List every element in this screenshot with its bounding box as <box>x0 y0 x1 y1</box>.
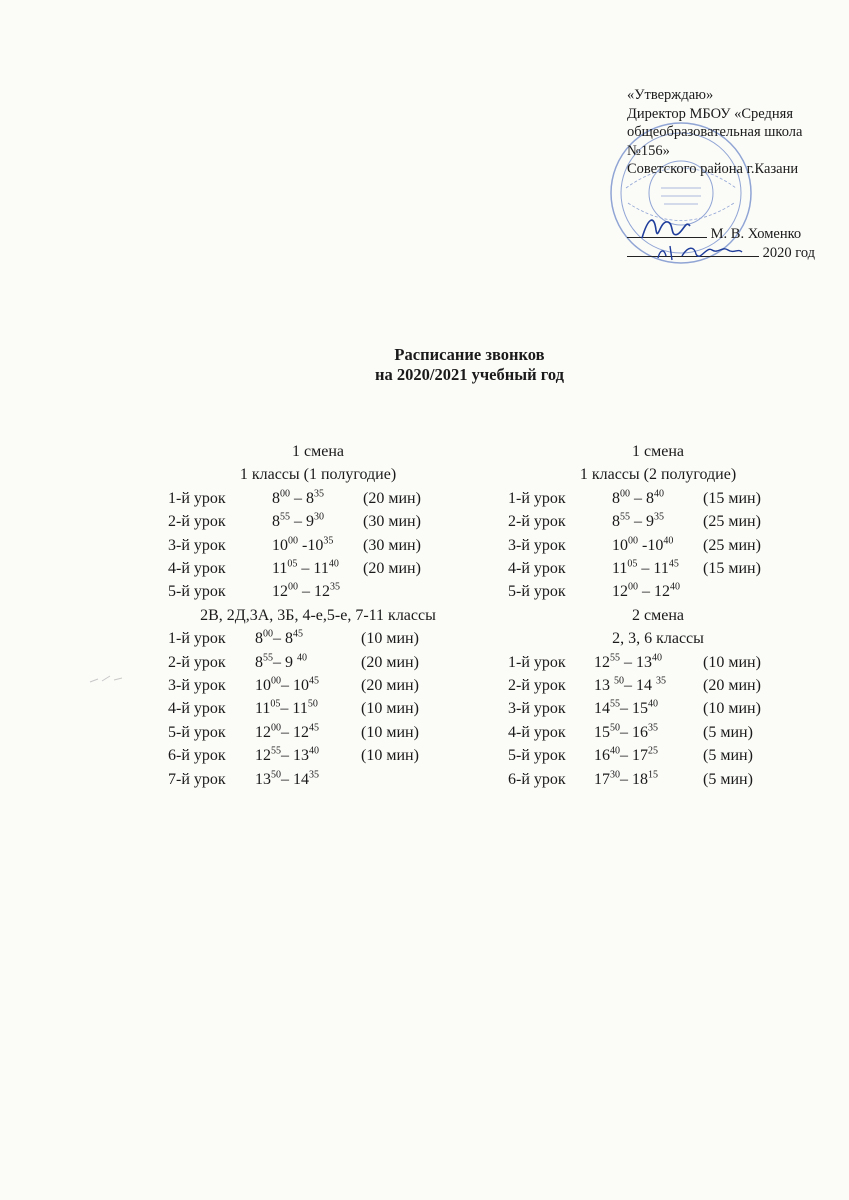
approval-line: общеобразовательная школа <box>627 124 803 140</box>
lesson-time <box>612 534 673 557</box>
end-hour: 11 <box>292 700 308 718</box>
end-minute: 35 <box>648 722 658 734</box>
start-hour: 8 <box>272 489 280 507</box>
start-minute: 50 <box>610 722 620 734</box>
lesson-label: 4-й урок <box>168 700 226 718</box>
end-minute: 35 <box>330 582 340 594</box>
time-separator: – <box>280 700 293 718</box>
lesson-time <box>272 487 324 510</box>
break-duration: (15 мин) <box>703 559 761 577</box>
time-separator: – <box>620 653 636 671</box>
start-minute: 50 <box>614 675 624 687</box>
lesson-label: 2-й урок <box>168 653 226 671</box>
end-hour: 14 <box>636 676 656 694</box>
lesson-time <box>272 557 339 580</box>
break-duration: (15 мин) <box>703 489 761 507</box>
start-hour: 11 <box>255 700 271 718</box>
lesson-row <box>168 768 468 791</box>
start-hour: 11 <box>612 559 628 577</box>
time-separator: – <box>273 653 285 671</box>
group-heading: 2, 3, 6 классы <box>612 630 704 648</box>
end-minute: 45 <box>309 722 319 734</box>
signer-name: М. В. Хоменко <box>710 226 802 242</box>
end-hour: 13 <box>636 653 652 671</box>
lesson-time <box>255 627 303 650</box>
end-hour: 10 <box>293 676 309 694</box>
approval-year: 2020 год <box>762 245 816 261</box>
end-hour: 13 <box>293 747 309 765</box>
end-hour: 9 <box>646 513 654 531</box>
lesson-label: 1-й урок <box>508 489 566 507</box>
end-hour: 9 <box>306 513 314 531</box>
break-duration: (10 мин) <box>703 700 761 718</box>
lesson-time <box>612 510 664 533</box>
lesson-label: 7-й урок <box>168 770 226 788</box>
start-minute: 05 <box>627 558 638 570</box>
start-hour: 12 <box>255 747 271 765</box>
lesson-label: 4-й урок <box>168 559 226 577</box>
lesson-row <box>168 697 468 720</box>
lesson-label: 5-й урок <box>168 723 226 741</box>
page-title <box>0 345 849 385</box>
lesson-time <box>594 674 666 697</box>
lesson-label: 5-й урок <box>508 747 566 765</box>
lesson-row <box>508 697 808 720</box>
end-minute: 40 <box>670 582 680 594</box>
lesson-time <box>255 697 318 720</box>
break-duration: (30 мин) <box>363 513 421 531</box>
end-minute: 45 <box>668 558 679 570</box>
start-hour: 13 <box>255 770 271 788</box>
end-minute: 50 <box>307 699 318 711</box>
time-separator: – <box>630 513 646 531</box>
approval-line: Советского района г.Казани <box>627 161 799 177</box>
start-hour: 13 <box>594 676 614 694</box>
lesson-time <box>612 580 680 603</box>
lesson-time <box>272 534 333 557</box>
approval-line: «Утверждаю» <box>627 87 714 103</box>
start-minute: 00 <box>271 722 281 734</box>
lesson-row <box>168 557 468 580</box>
lesson-row <box>168 721 468 744</box>
lesson-row <box>508 510 808 533</box>
time-separator: – <box>630 489 646 507</box>
break-duration: (20 мин) <box>363 489 421 507</box>
lesson-label: 5-й урок <box>508 583 566 601</box>
start-minute: 30 <box>610 769 620 781</box>
start-hour: 10 <box>612 536 628 554</box>
end-hour: 11 <box>653 559 669 577</box>
break-duration: (20 мин) <box>361 653 419 671</box>
schedule-column-right <box>508 440 808 791</box>
group-heading: 1 классы (2 полугодие) <box>579 466 737 484</box>
title-line-1: Расписание звонков <box>394 345 545 364</box>
shift-heading: 1 смена <box>292 443 344 460</box>
end-minute: 40 <box>652 652 662 664</box>
lesson-time <box>255 674 319 697</box>
start-minute: 55 <box>271 745 281 757</box>
approval-line: Директор МБОУ «Средняя <box>627 105 794 122</box>
start-hour: 8 <box>612 489 620 507</box>
break-duration: (25 мин) <box>703 513 761 531</box>
lesson-label: 6-й урок <box>508 770 566 788</box>
lesson-row <box>508 580 808 603</box>
schedule-column-left <box>168 440 468 791</box>
lesson-label: 3-й урок <box>508 536 566 554</box>
lesson-row <box>168 487 468 510</box>
time-separator: – <box>297 559 314 577</box>
lesson-row <box>508 487 808 510</box>
lesson-time <box>255 768 319 791</box>
lesson-time <box>272 580 340 603</box>
time-separator: – <box>637 559 654 577</box>
time-separator: – <box>620 723 632 741</box>
start-hour: 17 <box>594 770 610 788</box>
lesson-label: 5-й урок <box>168 583 226 601</box>
start-hour: 10 <box>255 676 271 694</box>
start-hour: 12 <box>612 583 628 601</box>
lesson-row <box>508 651 808 674</box>
lesson-row <box>168 674 468 697</box>
break-duration: (10 мин) <box>361 723 419 741</box>
end-hour: 14 <box>293 770 309 788</box>
start-minute: 05 <box>287 558 298 570</box>
break-duration: (10 мин) <box>361 630 419 648</box>
time-separator: – <box>620 700 632 718</box>
start-minute: 00 <box>288 582 298 594</box>
lesson-label: 2-й урок <box>168 513 226 531</box>
break-duration: (20 мин) <box>363 559 421 577</box>
end-minute: 40 <box>309 745 319 757</box>
end-minute: 40 <box>297 652 307 664</box>
end-hour: 10 <box>307 536 324 554</box>
time-separator: – <box>281 747 293 765</box>
end-minute: 40 <box>328 558 339 570</box>
lesson-time <box>612 487 664 510</box>
lesson-row <box>508 674 808 697</box>
lesson-list <box>508 651 808 791</box>
end-hour: 12 <box>293 723 309 741</box>
end-minute: 35 <box>654 511 664 523</box>
break-duration: (10 мин) <box>361 747 419 765</box>
break-duration: (10 мин) <box>703 653 761 671</box>
lesson-row <box>168 580 468 603</box>
lesson-row <box>168 534 468 557</box>
end-hour: 15 <box>632 700 648 718</box>
lesson-label: 1-й урок <box>508 653 566 671</box>
lesson-time <box>594 651 662 674</box>
lesson-row <box>168 627 468 650</box>
time-separator: - <box>298 536 308 554</box>
end-minute: 30 <box>314 511 324 523</box>
start-hour: 8 <box>255 630 263 648</box>
start-hour: 8 <box>612 513 620 531</box>
time-separator: – <box>290 489 306 507</box>
end-minute: 40 <box>654 488 664 500</box>
end-hour: 16 <box>632 723 648 741</box>
lesson-time <box>594 697 658 720</box>
break-duration: (20 мин) <box>361 676 419 694</box>
end-minute: 35 <box>314 488 324 500</box>
lesson-row <box>168 651 468 674</box>
end-minute: 45 <box>293 628 303 640</box>
lesson-label: 2-й урок <box>508 676 566 694</box>
end-minute: 15 <box>648 769 658 781</box>
handwritten-signature-icon <box>630 200 790 270</box>
end-hour: 8 <box>646 489 654 507</box>
start-minute: 55 <box>610 699 620 711</box>
lesson-time <box>612 557 679 580</box>
start-hour: 16 <box>594 747 610 765</box>
time-separator: – <box>290 513 306 531</box>
lesson-label: 1-й урок <box>168 489 226 507</box>
group-heading: 2В, 2Д,3А, 3Б, 4-е,5-е, 7-11 классы <box>200 606 436 624</box>
start-hour: 10 <box>272 536 288 554</box>
shift-heading: 1 смена <box>632 443 684 460</box>
start-minute: 55 <box>263 652 273 664</box>
end-minute: 35 <box>309 769 319 781</box>
lesson-label: 3-й урок <box>168 536 226 554</box>
end-minute: 35 <box>656 675 666 687</box>
shift-heading: 2 смена <box>632 606 684 624</box>
time-separator: – <box>281 723 293 741</box>
lesson-time <box>594 768 658 791</box>
end-hour: 12 <box>314 583 330 601</box>
start-minute: 00 <box>620 488 630 500</box>
start-minute: 55 <box>620 511 630 523</box>
start-minute: 00 <box>271 675 281 687</box>
break-duration: (25 мин) <box>703 536 761 554</box>
break-duration: (5 мин) <box>703 770 753 788</box>
end-hour: 8 <box>306 489 314 507</box>
end-hour: 11 <box>313 559 329 577</box>
lesson-label: 3-й урок <box>508 700 566 718</box>
start-minute: 05 <box>270 699 281 711</box>
break-duration: (5 мин) <box>703 747 753 765</box>
approval-block <box>627 86 847 179</box>
start-minute: 00 <box>288 535 298 547</box>
time-separator: – <box>624 676 636 694</box>
lesson-time <box>255 721 319 744</box>
lesson-time <box>255 744 319 767</box>
lesson-label: 4-й урок <box>508 559 566 577</box>
start-minute: 00 <box>628 535 638 547</box>
start-minute: 50 <box>271 769 281 781</box>
time-separator: - <box>638 536 648 554</box>
start-hour: 12 <box>272 583 288 601</box>
break-duration: (5 мин) <box>703 723 753 741</box>
end-minute: 25 <box>648 745 658 757</box>
time-separator: – <box>620 770 632 788</box>
lesson-row <box>508 768 808 791</box>
lesson-list <box>508 487 808 604</box>
end-hour: 9 <box>285 653 297 671</box>
start-hour: 12 <box>594 653 610 671</box>
end-hour: 8 <box>285 630 293 648</box>
lesson-label: 2-й урок <box>508 513 566 531</box>
time-separator: – <box>638 583 654 601</box>
lesson-label: 4-й урок <box>508 723 566 741</box>
start-hour: 15 <box>594 723 610 741</box>
time-separator: – <box>281 676 293 694</box>
lesson-label: 3-й урок <box>168 676 226 694</box>
approval-line: №156» <box>627 142 670 159</box>
end-hour: 18 <box>632 770 648 788</box>
start-minute: 00 <box>280 488 290 500</box>
lesson-label: 1-й урок <box>168 630 226 648</box>
lesson-row <box>168 510 468 533</box>
start-hour: 8 <box>255 653 263 671</box>
time-separator: – <box>298 583 314 601</box>
start-minute: 00 <box>263 628 273 640</box>
start-hour: 11 <box>272 559 288 577</box>
lesson-row <box>508 721 808 744</box>
start-hour: 14 <box>594 700 610 718</box>
time-separator: – <box>273 630 285 648</box>
end-hour: 17 <box>632 747 648 765</box>
lesson-time <box>272 510 324 533</box>
start-minute: 00 <box>628 582 638 594</box>
lesson-label: 6-й урок <box>168 747 226 765</box>
lesson-time <box>594 721 658 744</box>
title-line-2: на 2020/2021 учебный год <box>375 365 564 384</box>
time-separator: – <box>281 770 293 788</box>
end-hour: 10 <box>647 536 664 554</box>
lesson-time <box>594 744 658 767</box>
break-duration: (30 мин) <box>363 536 421 554</box>
start-minute: 40 <box>610 745 620 757</box>
end-hour: 12 <box>654 583 670 601</box>
lesson-row <box>508 744 808 767</box>
end-minute: 45 <box>309 675 319 687</box>
lesson-list <box>168 487 468 604</box>
start-minute: 55 <box>280 511 290 523</box>
lesson-list <box>168 627 468 791</box>
lesson-row <box>508 534 808 557</box>
time-separator: – <box>620 747 632 765</box>
group-heading: 1 классы (1 полугодие) <box>239 466 397 484</box>
lesson-row <box>168 744 468 767</box>
start-hour: 12 <box>255 723 271 741</box>
break-duration: (20 мин) <box>703 676 761 694</box>
lesson-row <box>508 557 808 580</box>
end-minute: 40 <box>663 535 674 547</box>
lesson-time <box>255 651 307 674</box>
start-hour: 8 <box>272 513 280 531</box>
scan-smudge <box>88 672 128 686</box>
end-minute: 35 <box>323 535 334 547</box>
break-duration: (10 мин) <box>361 700 419 718</box>
start-minute: 55 <box>610 652 620 664</box>
end-minute: 40 <box>648 699 658 711</box>
